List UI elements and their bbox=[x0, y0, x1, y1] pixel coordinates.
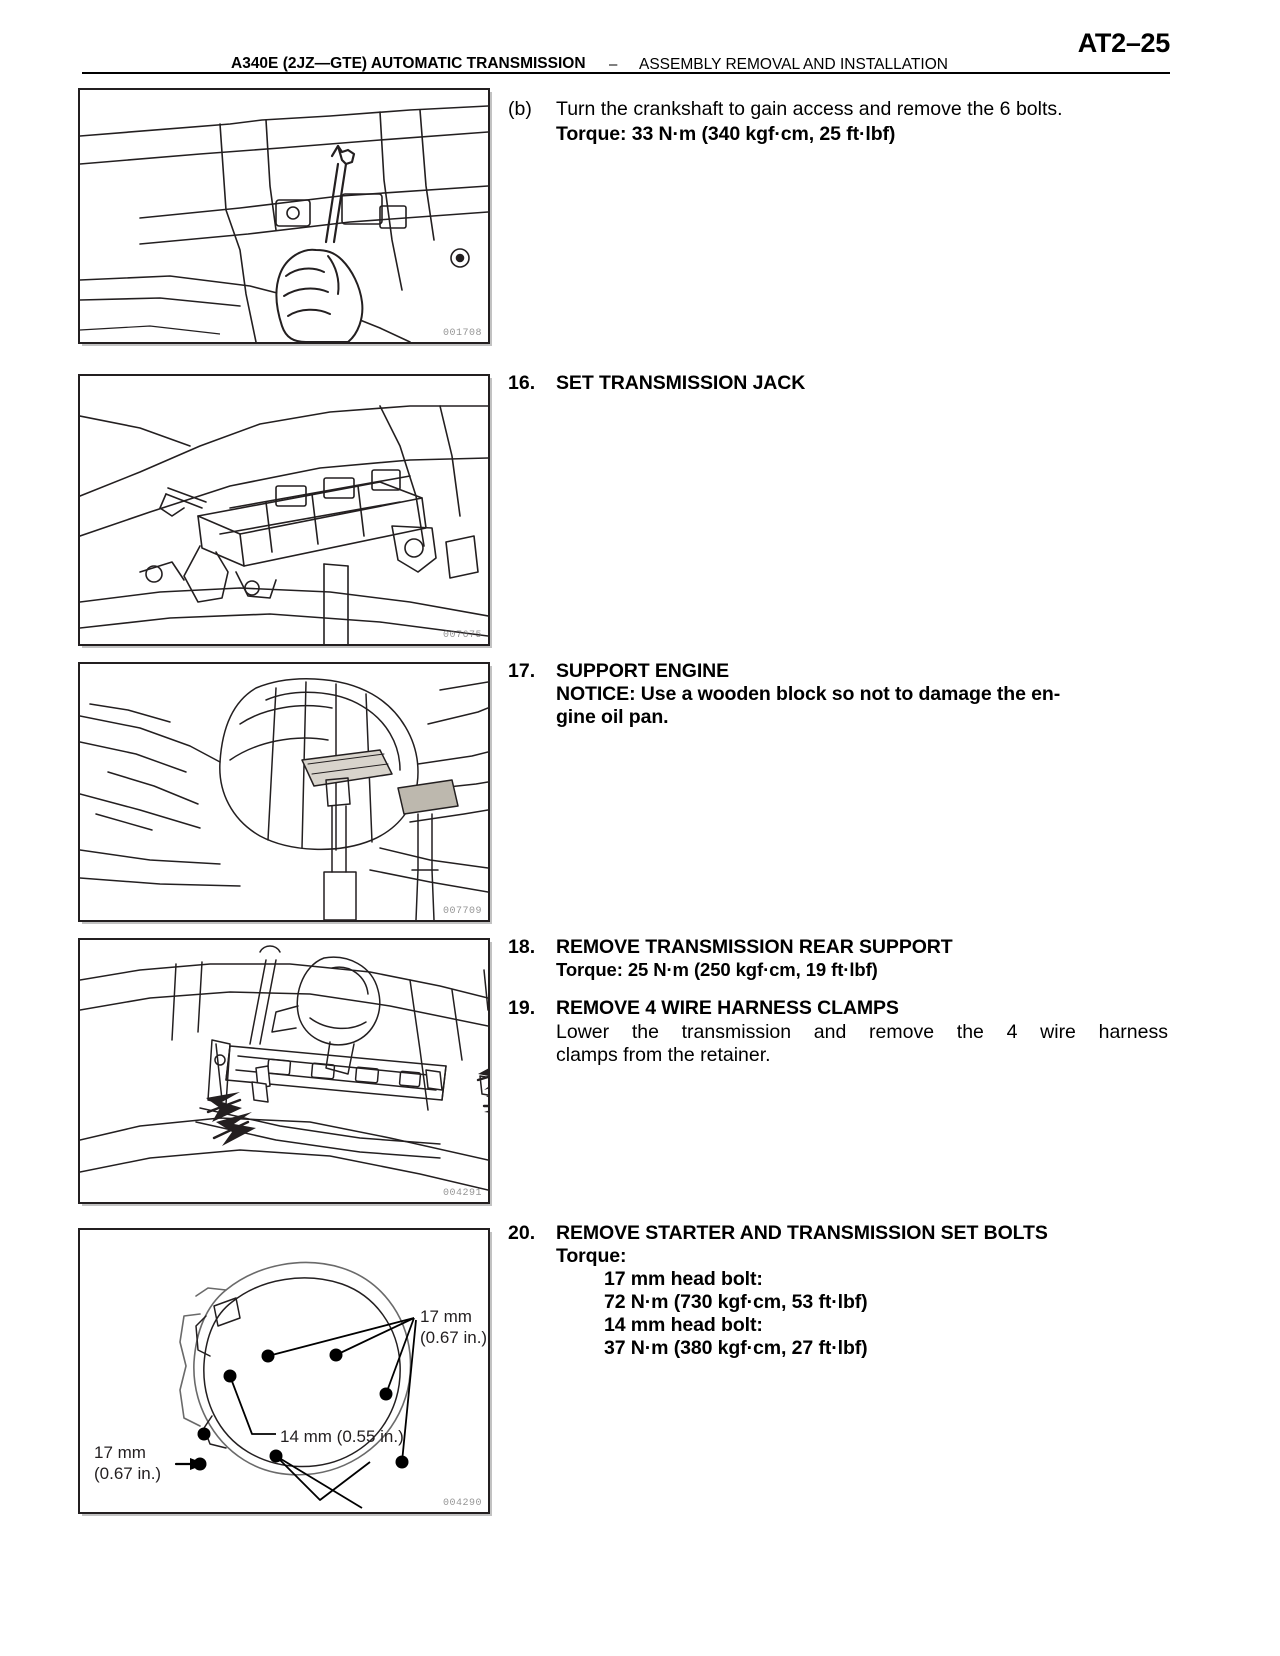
figure-5-id: 004290 bbox=[442, 1498, 482, 1509]
figure-rear-support-harness-clamps bbox=[78, 938, 490, 1204]
step-19-content bbox=[556, 997, 1176, 1067]
figure-support-engine bbox=[78, 662, 490, 922]
step-19-body-line1: Lower the transmission and remove the 4 wire harness bbox=[556, 1021, 1168, 1043]
callout-17mm-left-line2: (0.67 in.) bbox=[94, 1464, 162, 1483]
step-20-spec-1: 17 mm head bolt: bbox=[604, 1268, 763, 1290]
step-marker-b: (b) bbox=[508, 98, 532, 120]
step-16-content bbox=[556, 372, 1172, 395]
figure-2-illustration bbox=[80, 376, 488, 644]
step-b-heading: Turn the crankshaft to gain access and remove the 6 bolts. bbox=[556, 98, 1063, 120]
figure-1-illustration bbox=[80, 90, 488, 342]
step-19-heading: REMOVE 4 WIRE HARNESS CLAMPS bbox=[556, 997, 899, 1019]
step-b-torque: Torque: 33 N·m (340 kgf·cm, 25 ft·lbf) bbox=[556, 123, 896, 145]
step-20-spec-4: 37 N·m (380 kgf·cm, 27 ft·lbf) bbox=[604, 1337, 868, 1359]
step-17-notice-line1: NOTICE: Use a wooden block so not to damage the en- bbox=[556, 683, 1061, 705]
step-17-heading: SUPPORT ENGINE bbox=[556, 660, 730, 682]
callout-17mm-left-line1: 17 mm bbox=[94, 1443, 146, 1462]
step-17-content bbox=[556, 660, 1176, 729]
step-18-heading: REMOVE TRANSMISSION REAR SUPPORT bbox=[556, 936, 953, 958]
figure-3-id: 007709 bbox=[442, 906, 482, 917]
callout-17mm-top-line1: 17 mm bbox=[420, 1307, 472, 1326]
header-subtitle: ASSEMBLY REMOVAL AND INSTALLATION bbox=[639, 56, 948, 73]
step-marker-20: 20. bbox=[508, 1222, 536, 1244]
header-separator: – bbox=[609, 56, 618, 73]
figure-4-illustration bbox=[80, 940, 488, 1202]
step-19-body-line2: clamps from the retainer. bbox=[556, 1044, 771, 1066]
page-number: AT2–25 bbox=[1077, 28, 1170, 58]
step-16-heading: SET TRANSMISSION JACK bbox=[556, 372, 806, 394]
figure-3-illustration bbox=[80, 664, 488, 920]
step-20-torque-label: Torque: bbox=[556, 1245, 627, 1267]
figure-2-id: 007675 bbox=[442, 630, 482, 641]
figure-transmission-jack bbox=[78, 374, 490, 646]
step-17-notice-line2: gine oil pan. bbox=[556, 706, 669, 728]
step-20-spec-3: 14 mm head bolt: bbox=[604, 1314, 763, 1336]
step-18-content bbox=[556, 936, 1176, 981]
header-rule bbox=[82, 72, 1170, 74]
step-b-content bbox=[556, 98, 1172, 146]
figure-4-id: 004291 bbox=[442, 1188, 482, 1199]
step-18-torque: Torque: 25 N·m (250 kgf·cm, 19 ft·lbf) bbox=[556, 959, 878, 980]
step-marker-18: 18. bbox=[508, 936, 536, 958]
figure-5-illustration bbox=[80, 1230, 488, 1512]
step-20-content bbox=[556, 1222, 1176, 1360]
step-20-spec-2: 72 N·m (730 kgf·cm, 53 ft·lbf) bbox=[604, 1291, 868, 1313]
step-marker-17: 17. bbox=[508, 660, 536, 682]
figure-bell-housing-bolt-locations bbox=[78, 1228, 490, 1514]
step-20-heading: REMOVE STARTER AND TRANSMISSION SET BOLTS bbox=[556, 1222, 1048, 1244]
figure-1-id: 001708 bbox=[442, 328, 482, 339]
figure-crankshaft-bolt-access bbox=[78, 88, 490, 344]
step-marker-19: 19. bbox=[508, 997, 536, 1019]
callout-17mm-top-line2: (0.67 in.) bbox=[420, 1328, 488, 1347]
header-title: A340E (2JZ—GTE) AUTOMATIC TRANSMISSION bbox=[231, 55, 586, 72]
step-marker-16: 16. bbox=[508, 372, 536, 394]
callout-14mm: 14 mm (0.55 in.) bbox=[280, 1427, 404, 1446]
